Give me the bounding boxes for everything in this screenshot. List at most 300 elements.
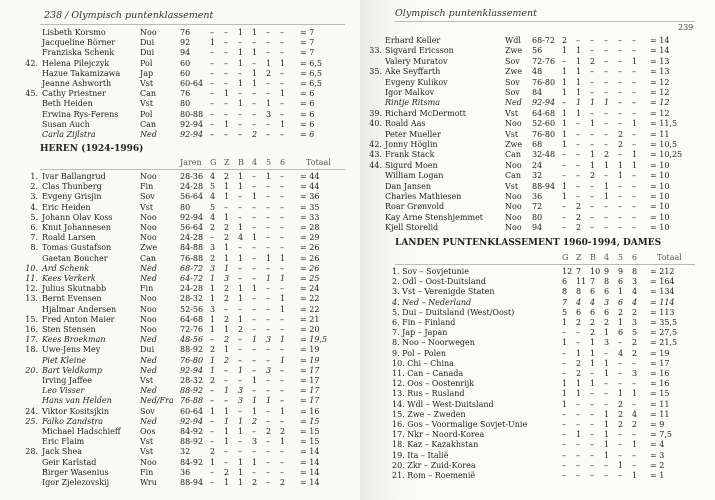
place-count: 1 <box>280 253 286 263</box>
country-row <box>360 318 715 328</box>
country-code: Wdl <box>505 36 521 45</box>
country-row <box>360 461 715 471</box>
place-count: 3 <box>238 396 244 406</box>
total: = 14 <box>650 36 670 45</box>
athlete-name: Fred Anton Maier <box>42 314 115 324</box>
place-count: – <box>266 233 270 243</box>
medal-count: 9 <box>604 267 610 276</box>
place-count: – <box>210 79 214 88</box>
place-count: – <box>266 89 270 99</box>
place-count: 1 <box>224 212 230 222</box>
place-count: – <box>562 223 566 233</box>
country-name: 18. Kaz – Kazakhstan <box>392 440 479 450</box>
total: = 13 <box>650 67 670 77</box>
place-count: – <box>238 274 242 283</box>
table-row <box>360 119 715 129</box>
place-count: 1 <box>224 243 230 253</box>
country-name: 15. Zwe – Zweden <box>392 409 466 419</box>
country-row <box>360 400 715 410</box>
place-count: – <box>266 467 270 477</box>
years: 72 <box>532 202 543 212</box>
place-count: – <box>252 427 256 436</box>
total: = 113 <box>650 307 675 317</box>
rank: 8. <box>30 243 38 253</box>
place-count: 1 <box>238 365 244 375</box>
place-count: 1 <box>252 406 258 416</box>
country-code: Pol <box>140 109 153 119</box>
place-count: 1 <box>590 150 596 160</box>
place-count: – <box>576 181 580 191</box>
table-row <box>360 67 715 77</box>
place-count: 1 <box>562 192 568 201</box>
country-row <box>360 349 715 359</box>
country-row <box>360 440 715 450</box>
place-count: – <box>618 119 622 129</box>
place-count: 1 <box>210 406 216 416</box>
place-count: – <box>590 108 594 118</box>
place-count: – <box>562 98 566 108</box>
country-name: 1. Sov – Sovjetunie <box>392 267 469 276</box>
years: 76 <box>180 28 191 37</box>
medal-count: – <box>576 450 580 460</box>
medal-count: – <box>590 460 594 470</box>
country-name: 10. Chi – China <box>392 358 454 368</box>
total: = 15 <box>300 416 320 426</box>
medal-count: – <box>576 420 580 429</box>
country-code: Ned/Fra <box>140 396 174 406</box>
medal-count: 1 <box>590 348 596 358</box>
table-row <box>0 284 360 294</box>
medal-count: 1 <box>604 450 610 460</box>
place-count: – <box>224 28 228 37</box>
athlete-name: Bernt Evensen <box>42 294 102 304</box>
place-count: – <box>280 233 284 243</box>
place-count: – <box>252 253 256 263</box>
table-row <box>0 437 360 447</box>
country-code: Ned <box>140 274 157 283</box>
place-count: 2 <box>224 233 230 243</box>
athlete-name: Jacqueline Börner <box>42 38 116 48</box>
total: = 26 <box>300 243 320 253</box>
years: 92-94 <box>180 119 204 129</box>
years: 32-48 <box>532 150 556 160</box>
country-code: Vst <box>140 376 154 385</box>
medal-count: – <box>576 338 580 348</box>
place-count: 2 <box>210 376 216 385</box>
country-row <box>360 359 715 369</box>
column-header: 4 <box>252 158 258 167</box>
place-count: – <box>562 212 566 222</box>
place-count: – <box>238 38 242 48</box>
total: = 17 <box>300 386 320 396</box>
section-title-landen <box>395 237 705 249</box>
years: 24-28 <box>180 182 204 192</box>
country-code: Zwe <box>505 140 523 149</box>
place-count: – <box>632 46 636 56</box>
place-count: – <box>618 77 622 87</box>
place-count: 1 <box>562 140 568 149</box>
column-header: Jaren <box>180 158 202 167</box>
medal-count: 5 <box>562 307 568 317</box>
place-count: – <box>604 171 608 181</box>
place-count: 1 <box>238 294 244 304</box>
place-count: – <box>590 192 594 201</box>
place-count: 1 <box>266 396 272 406</box>
medal-count: 1 <box>632 440 638 450</box>
total: = 16 <box>300 406 320 416</box>
place-count: – <box>604 202 608 212</box>
place-count: 1 <box>224 437 230 447</box>
place-count: 2 <box>280 478 286 487</box>
place-count: – <box>280 38 284 48</box>
place-count: – <box>632 181 636 191</box>
athlete-name: Viktor Kositsjkin <box>42 406 110 416</box>
country-row <box>360 430 715 440</box>
place-count: 1 <box>280 89 286 99</box>
place-count: – <box>590 46 594 56</box>
country-code: Dui <box>140 48 155 58</box>
table-row <box>0 130 360 140</box>
medal-count: – <box>590 450 594 460</box>
table-row <box>0 294 360 304</box>
place-count: – <box>632 212 636 222</box>
section-title-heren <box>40 143 340 155</box>
total: = 10 <box>650 223 670 233</box>
place-count: 3 <box>210 263 216 273</box>
place-count: – <box>224 99 228 109</box>
place-count: – <box>266 38 270 48</box>
medal-count: 3 <box>604 338 610 348</box>
country-code: Sov <box>140 192 155 202</box>
total: = 19 <box>300 355 320 365</box>
athlete-name: Hans van Helden <box>42 396 112 406</box>
place-count: – <box>576 129 580 139</box>
rank: 33. <box>369 46 382 56</box>
place-count: 1 <box>562 108 568 118</box>
medal-count: – <box>562 348 566 358</box>
athlete-name: Erwina Rys-Ferens <box>42 109 119 119</box>
place-count: – <box>604 77 608 87</box>
place-count: 1 <box>238 28 244 37</box>
place-count: 2 <box>210 447 216 457</box>
medal-count: 2 <box>618 399 624 409</box>
medal-count: 2 <box>632 338 638 348</box>
table-row <box>0 172 360 182</box>
medal-count: 1 <box>618 460 624 470</box>
table-row <box>0 345 360 355</box>
place-count: – <box>576 150 580 160</box>
place-count: 2 <box>224 467 230 477</box>
country-code: Noo <box>140 294 157 304</box>
place-count: – <box>280 396 284 406</box>
place-count: 2 <box>618 129 624 139</box>
country-code: Noo <box>505 160 522 170</box>
athlete-name: Sigvard Ericsson <box>385 46 454 56</box>
table-row <box>0 213 360 223</box>
medal-count: 6 <box>590 287 596 297</box>
place-count: – <box>224 38 228 48</box>
country-name: 8. Noo – Noorwegen <box>392 338 475 348</box>
country-code: Zwe <box>140 243 158 253</box>
medal-count: 1 <box>604 409 610 419</box>
place-count: – <box>224 202 228 212</box>
country-name: 5. Dui – Duitsland (West/Oost) <box>392 307 515 317</box>
athlete-name: Kay Arne Stenshjemmet <box>385 212 484 222</box>
place-count: – <box>604 119 608 129</box>
medal-count: – <box>604 460 608 470</box>
years: 92-94 <box>180 416 204 426</box>
place-count: – <box>238 192 242 202</box>
medal-count: – <box>590 399 594 409</box>
years: 80 <box>180 99 191 109</box>
athlete-name: Tomas Gustafson <box>42 243 112 253</box>
table-row <box>0 192 360 202</box>
section-title-text: HEREN (1924-1996) <box>40 144 144 154</box>
place-count: 1 <box>252 68 258 78</box>
place-count: – <box>252 99 256 109</box>
country-name: 2. Odl – Oost-Duitsland <box>392 277 486 287</box>
table-row <box>360 192 715 202</box>
total: = 29 <box>300 233 320 243</box>
country-code: Ned <box>140 386 157 396</box>
total: = 7 <box>300 48 315 58</box>
place-count: – <box>252 212 256 222</box>
table-row <box>360 88 715 98</box>
right-page <box>360 0 715 500</box>
rank: 42. <box>25 58 38 68</box>
medal-count: – <box>590 471 594 480</box>
place-count: – <box>252 119 256 129</box>
athlete-name: Kees Broekman <box>42 335 106 345</box>
place-count: 1 <box>562 46 568 56</box>
place-count: 2 <box>590 171 596 181</box>
place-count: – <box>266 182 270 192</box>
medal-count: – <box>604 471 608 480</box>
medal-count: – <box>562 409 566 419</box>
place-count: 1 <box>224 192 230 202</box>
place-count: – <box>562 171 566 181</box>
country-name: 13. Rus – Rusland <box>392 389 465 399</box>
country-code: Vst <box>140 437 154 447</box>
medal-count: 11 <box>576 277 587 287</box>
years: 92-94 <box>180 130 204 139</box>
athlete-name: Piet Kleine <box>42 355 87 365</box>
country-code: Noo <box>505 212 522 222</box>
country-code: Pol <box>140 58 153 68</box>
place-count: – <box>252 345 256 355</box>
place-count: 2 <box>224 355 230 365</box>
medal-count: – <box>618 440 622 450</box>
athlete-name: Eric Heiden <box>42 202 91 212</box>
country-code: Noo <box>140 223 157 232</box>
country-code: Noo <box>140 233 157 243</box>
country-row <box>360 410 715 420</box>
column-header: Z <box>576 253 582 262</box>
place-count: 2 <box>224 294 230 304</box>
years: 32 <box>180 447 191 457</box>
rank: 42. <box>369 140 382 149</box>
medal-count: – <box>604 389 608 399</box>
athlete-name: Charles Mathiesen <box>385 192 462 201</box>
place-count: – <box>618 192 622 201</box>
place-count: – <box>266 304 270 314</box>
place-count: 1 <box>618 160 624 170</box>
place-count: – <box>604 129 608 139</box>
column-header: B <box>590 253 596 262</box>
total: = 134 <box>650 287 675 297</box>
table-row <box>0 59 360 69</box>
medal-count: – <box>576 399 580 409</box>
place-count: – <box>618 98 622 108</box>
country-code: Dui <box>140 38 155 48</box>
place-count: – <box>252 355 256 365</box>
place-count: – <box>266 406 270 416</box>
place-count: – <box>590 181 594 191</box>
total: = 164 <box>650 277 675 287</box>
place-count: – <box>562 56 566 66</box>
medal-count: – <box>618 450 622 460</box>
total: = 6 <box>300 109 315 119</box>
place-count: 3 <box>266 335 272 345</box>
years: 28-36 <box>180 172 204 181</box>
medal-count: – <box>618 430 622 440</box>
running-head-left: 238 / Olympisch puntenklassement <box>44 10 214 21</box>
medal-count: 6 <box>618 277 624 287</box>
medal-count: 1 <box>604 358 610 368</box>
years: 76-80 <box>180 355 204 365</box>
years: 80 <box>180 202 191 212</box>
table-row <box>0 89 360 99</box>
place-count: 1 <box>252 192 258 202</box>
table-row <box>0 223 360 233</box>
table-row <box>0 48 360 58</box>
athlete-name: Jack Shea <box>42 447 82 457</box>
medal-count: 1 <box>618 318 624 327</box>
place-count: 1 <box>224 119 230 129</box>
page-number: 239 <box>678 23 694 32</box>
place-count: 1 <box>210 314 216 324</box>
place-count: – <box>604 67 608 77</box>
place-count: 1 <box>210 294 216 304</box>
place-count: – <box>252 294 256 304</box>
place-count: 1 <box>632 160 638 170</box>
medal-count: – <box>604 348 608 358</box>
place-count: – <box>266 223 270 232</box>
country-code: Ned <box>140 355 157 365</box>
table-row <box>0 79 360 89</box>
place-count: 2 <box>266 427 272 436</box>
athlete-name: Peter Mueller <box>385 129 441 139</box>
header-rule <box>40 24 345 25</box>
table-row <box>0 356 360 366</box>
place-count: 1 <box>266 274 272 283</box>
total: = 14 <box>300 467 320 477</box>
table-row <box>360 213 715 223</box>
total: = 10 <box>650 202 670 212</box>
place-count: – <box>618 108 622 118</box>
medal-count: – <box>590 369 594 378</box>
place-count: 1 <box>280 437 286 447</box>
country-code: Noo <box>140 314 157 324</box>
place-count: 4 <box>238 233 244 243</box>
rank: 35. <box>369 67 382 77</box>
country-row <box>360 451 715 461</box>
medal-count: – <box>632 399 636 409</box>
medal-count: 2 <box>590 328 596 338</box>
place-count: – <box>280 130 284 139</box>
total: = 44 <box>300 182 320 192</box>
place-count: – <box>562 150 566 160</box>
place-count: – <box>590 67 594 77</box>
table-row <box>0 447 360 457</box>
place-count: 1 <box>238 99 244 109</box>
place-count: 2 <box>224 314 230 324</box>
place-count: – <box>252 243 256 253</box>
place-count: 1 <box>210 355 216 365</box>
country-code: Vst <box>140 79 154 88</box>
total: = 22 <box>300 294 320 304</box>
medal-count: 2 <box>604 318 610 327</box>
medal-count: 2 <box>632 348 638 358</box>
medal-count: – <box>618 379 622 389</box>
place-count: – <box>632 129 636 139</box>
medal-count: 7 <box>576 267 582 276</box>
country-code: Vst <box>140 202 154 212</box>
medal-count: 4 <box>632 297 638 307</box>
country-code: Noo <box>140 325 157 334</box>
medal-count: – <box>618 369 622 378</box>
place-count: – <box>238 355 242 365</box>
total: = 14 <box>300 457 320 467</box>
place-count: – <box>238 89 242 99</box>
country-row <box>360 328 715 338</box>
medal-count: 1 <box>618 287 624 297</box>
place-count: – <box>210 416 214 426</box>
years: 36 <box>532 192 543 201</box>
medal-count: – <box>562 358 566 368</box>
place-count: 1 <box>576 77 582 87</box>
table-row <box>0 417 360 427</box>
total: = 27,5 <box>650 328 678 338</box>
athlete-name: Carla Zijlstra <box>42 130 96 139</box>
country-code: Noo <box>505 223 522 233</box>
country-name: 14. Wdl – West-Duitsland <box>392 399 494 409</box>
place-count: – <box>604 223 608 233</box>
medal-count: 1 <box>604 369 610 378</box>
place-count: – <box>266 212 270 222</box>
rank: 25. <box>25 416 38 426</box>
place-count: – <box>266 243 270 253</box>
years: 88-94 <box>180 478 204 487</box>
medal-count: 3 <box>604 297 610 307</box>
total: = 20 <box>300 325 320 334</box>
place-count: 1 <box>590 119 596 129</box>
place-count: 1 <box>252 376 258 385</box>
medal-count: 8 <box>632 267 638 276</box>
place-count: – <box>632 36 636 45</box>
total: = 13 <box>650 56 670 66</box>
place-count: 1 <box>618 171 624 181</box>
total: = 35 <box>300 202 320 212</box>
years: 48 <box>532 67 543 77</box>
column-header: Totaal <box>306 158 331 167</box>
place-count: – <box>280 99 284 109</box>
total: = 15 <box>300 437 320 447</box>
place-count: 1 <box>632 119 638 129</box>
table-row <box>0 254 360 264</box>
rank: 44. <box>369 160 382 170</box>
country-code: Noo <box>140 28 157 37</box>
